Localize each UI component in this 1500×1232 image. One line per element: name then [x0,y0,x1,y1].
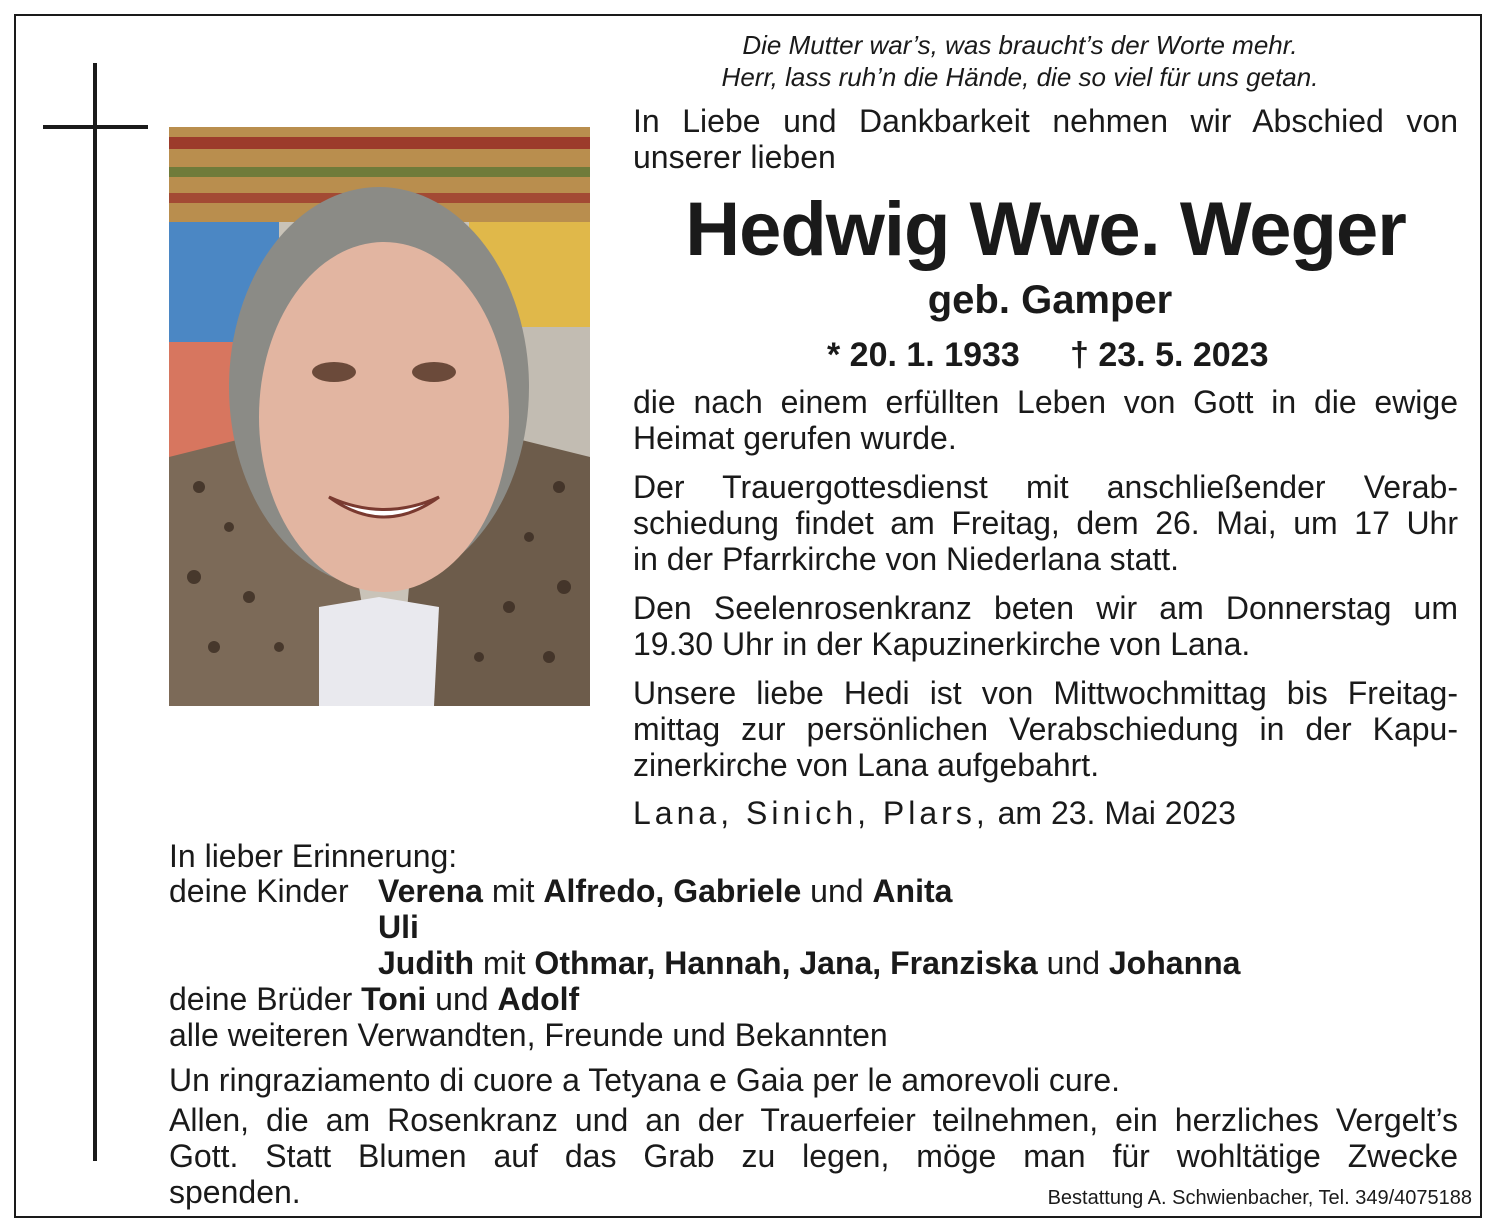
connector: und [435,981,489,1017]
relative-name: Johanna [1108,945,1241,981]
child-name: Verena [378,873,483,909]
birth-date: * 20. 1. 1933 [827,336,1020,374]
intro-line-2: unserer lieben [633,139,836,175]
deceased-name: Hedwig Wwe. Weger [685,187,1406,272]
death-date: † 23. 5. 2023 [1070,336,1269,374]
places: Lana, Sinich, Plars, [633,795,989,831]
viewing-line-1: Unsere liebe Hedi ist von Mittwochmittag bis Freitag- [633,675,1458,711]
children-label: deine Kinder [169,873,349,909]
rosary-line-2: 19.30 Uhr in der Kapuzinerkirche von Lana. [633,626,1251,662]
brothers-label: deine Brüder [169,981,353,1017]
relatives-names: Alfredo, Gabriele [543,873,802,909]
date: am 23. Mai 2023 [997,795,1236,831]
place-date [633,795,1236,831]
portrait-illustration [169,127,590,706]
connector: und [1046,945,1100,981]
mourners-heading: In lieber Erinnerung: [169,838,458,874]
connector: mit [491,873,535,909]
intro-line-1: In Liebe und Dankbarkeit nehmen wir Abschied von [633,103,1458,139]
thanks-italian: Un ringraziamento di cuore a Tetyana e Gaia per le amorevoli cure. [169,1062,1121,1098]
relatives-names: Othmar, Hannah, Jana, Franziska [534,945,1038,981]
rosary-line-1: Den Seelenrosenkranz beten wir am Donnerstag um [633,590,1458,626]
motto-line-1: Die Mutter war’s, was braucht’s der Worte mehr. [742,30,1298,60]
service-line-3: in der Pfarrkirche von Niederlana statt. [633,541,1180,577]
maiden-name: geb. Gamper [927,278,1173,322]
thanks-line-1: Allen, die am Rosenkranz und an der Trauerfeier teilnehmen, ein herzliches Vergelt’s [169,1102,1458,1138]
passage-line-2: Heimat gerufen wurde. [633,420,957,456]
thanks-line-2: Gott. Statt Blumen auf das Grab zu legen, möge man für wohltätige Zwecke [169,1138,1458,1174]
connector: und [810,873,864,909]
motto-line-2: Herr, lass ruh’n die Hände, die so viel für uns getan. [721,62,1319,92]
passage-line-1: die nach einem erfüllten Leben von Gott in die ewige [633,384,1458,420]
relative-name: Anita [872,873,953,909]
service-line-2: schiedung findet am Freitag, dem 26. Mai, um 17 Uhr [633,505,1458,541]
others-line: alle weiteren Verwandten, Freunde und Bekannten [169,1017,888,1053]
brother-name: Adolf [497,981,580,1017]
child-name: Uli [378,909,419,945]
connector: mit [482,945,526,981]
thanks-line-3: spenden. [169,1174,301,1210]
children-row-3 [378,945,1240,981]
cross-icon-bar [43,125,148,129]
funeral-home-footer: Bestattung A. Schwienbacher, Tel. 349/4075188 [1047,1187,1472,1209]
service-line-1: Der Trauergottesdienst mit anschließender Verab- [633,469,1458,505]
cross-icon [93,63,97,1161]
portrait-photo [169,127,590,706]
brother-name: Toni [361,981,427,1017]
children-row-1 [378,873,952,909]
brothers-row [169,981,579,1017]
viewing-line-2: mittag zur persönlichen Verabschiedung in der Kapu- [633,711,1458,747]
child-name: Judith [378,945,474,981]
viewing-line-3: zinerkirche von Lana aufgebahrt. [633,747,1100,783]
